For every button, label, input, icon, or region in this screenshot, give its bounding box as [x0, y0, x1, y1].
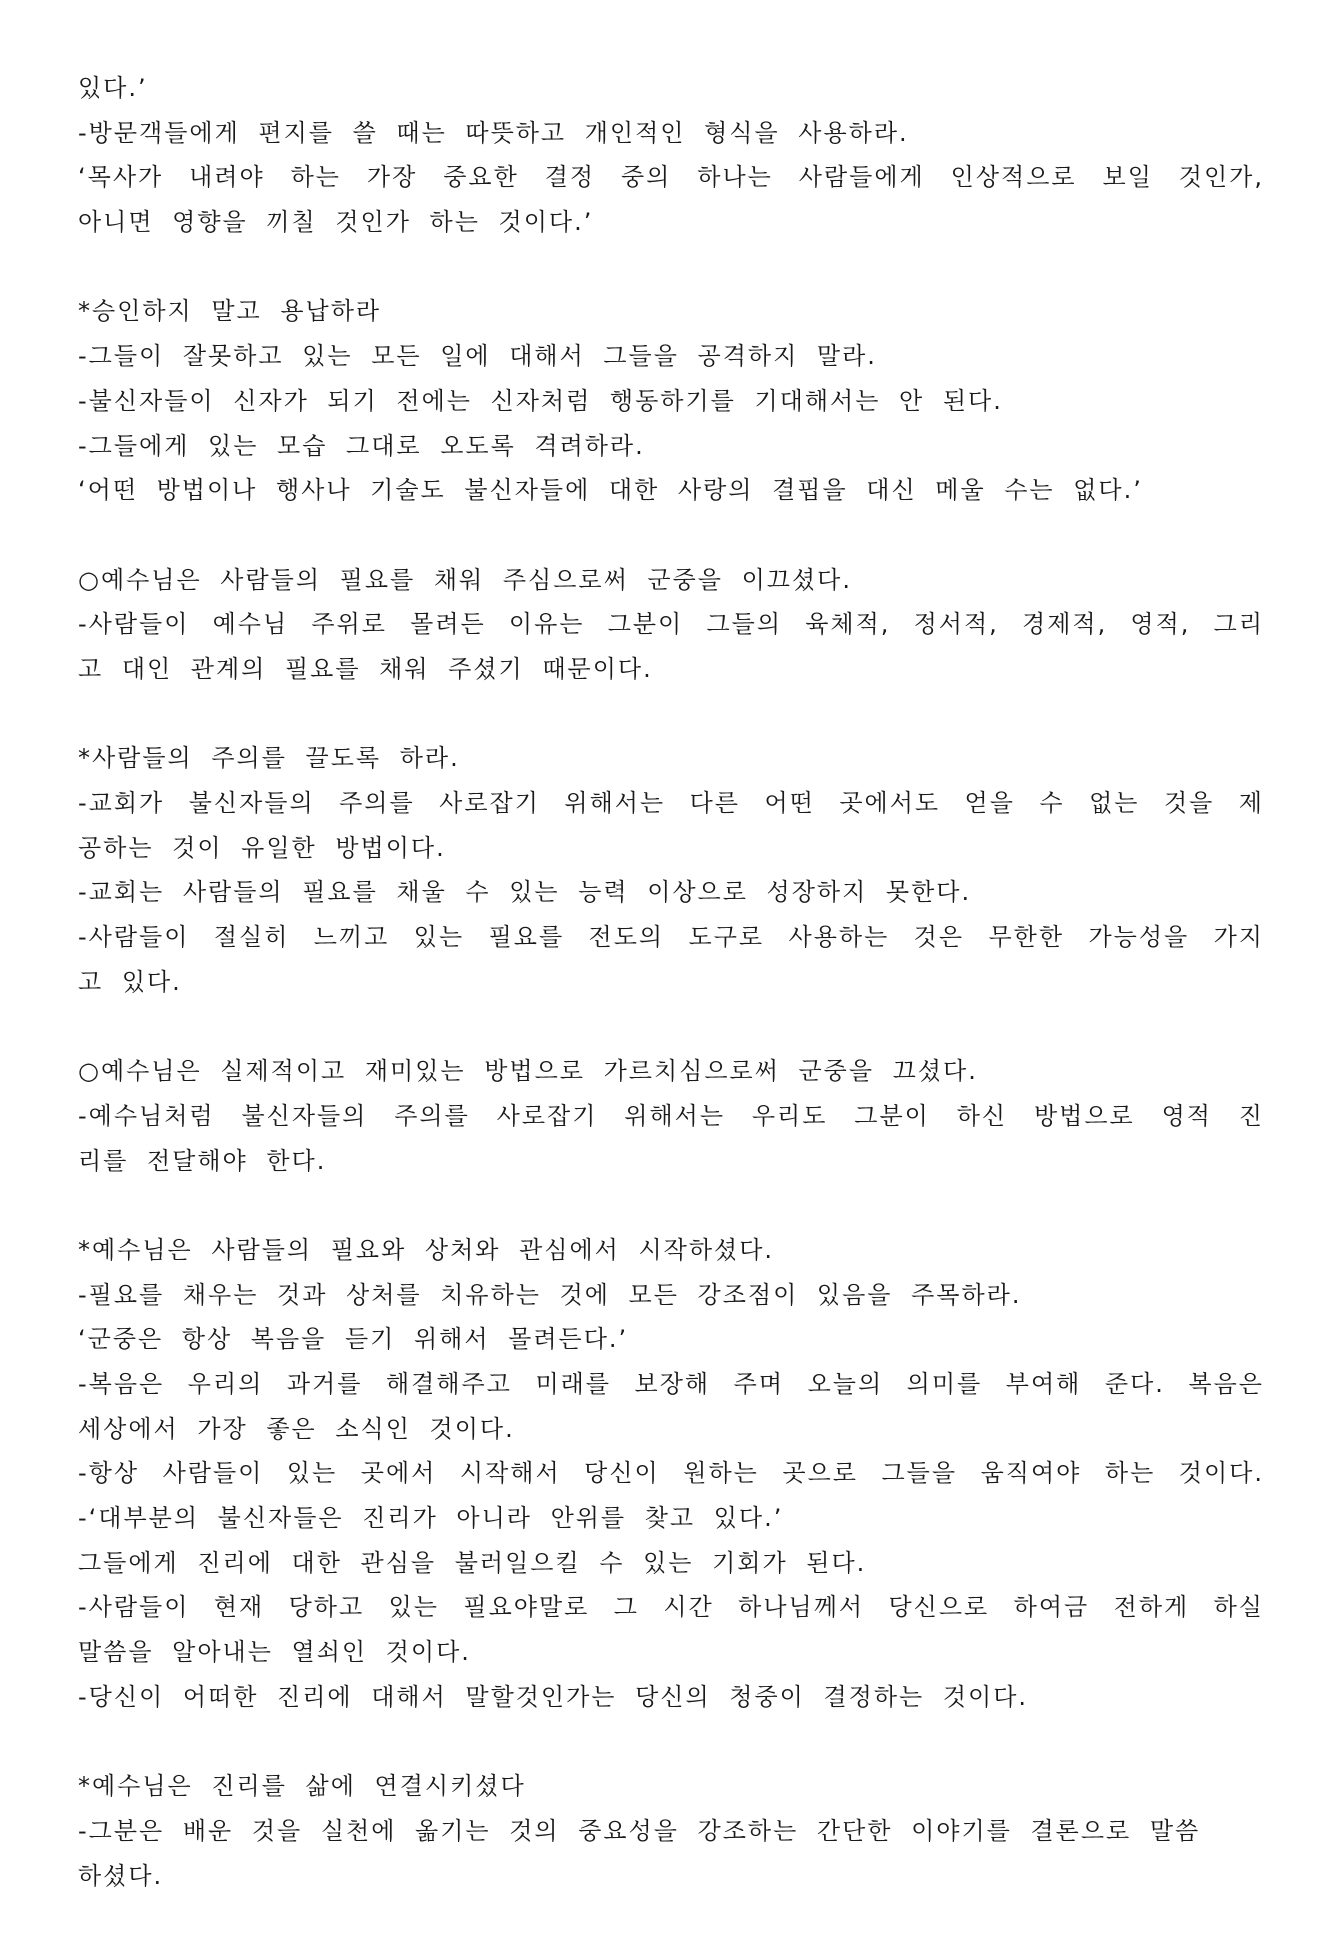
text-line: 세상에서 가장 좋은 소식인 것이다.	[78, 1414, 515, 1443]
text-line: -복음은 우리의 과거를 해결해주고 미래를 보장해 주며 오늘의 의미를 부여해 준다. 복음은	[78, 1369, 1264, 1398]
text-line: 말씀을 알아내는 열쇠인 것이다.	[78, 1638, 471, 1667]
text-line: ‘목사가 내려야 하는 가장 중요한 결정 중의 하나는 사람들에게 인상적으로 보일 것인가,	[78, 163, 1264, 192]
text-line: ‘군중은 항상 복음을 듣기 위해서 몰려든다.’	[78, 1325, 629, 1354]
text-line: 고 있다.	[78, 967, 182, 996]
text-line: *예수님은 진리를 삶에 연결시키셨다	[78, 1772, 526, 1801]
document-page	[78, 66, 1264, 1898]
text-line: -당신이 어떠한 진리에 대해서 말할것인가는 당신의 청중이 결정하는 것이다.	[78, 1682, 1029, 1711]
blank-line	[78, 1004, 1264, 1049]
text-line: -교회는 사람들의 필요를 채울 수 있는 능력 이상으로 성장하지 못한다.	[78, 878, 972, 907]
blank-line	[78, 513, 1264, 558]
text-line: ○예수님은 실제적이고 재미있는 방법으로 가르치심으로써 군중을 끄셨다.	[78, 1057, 978, 1086]
text-line: 공하는 것이 유일한 방법이다.	[78, 833, 446, 862]
text-line: 아니면 영향을 끼칠 것인가 하는 것이다.’	[78, 208, 594, 237]
text-line: -필요를 채우는 것과 상처를 치유하는 것에 모든 강조점이 있음을 주목하라.	[78, 1280, 1022, 1309]
text-line: -‘대부분의 불신자들은 진리가 아니라 안위를 찾고 있다.’	[78, 1504, 784, 1532]
text-line: -항상 사람들이 있는 곳에서 시작해서 당신이 원하는 곳으로 그들을 움직여야 하는 것이다.	[78, 1459, 1264, 1488]
text-line: -방문객들에게 편지를 쓸 때는 따뜻하고 개인적인 형식을 사용하라.	[78, 118, 909, 147]
text-line: *예수님은 사람들의 필요와 상처와 관심에서 시작하셨다.	[78, 1235, 775, 1264]
text-line: 고 대인 관계의 필요를 채워 주셨기 때문이다.	[78, 654, 653, 683]
blank-line	[78, 692, 1264, 737]
text-line: -사람들이 현재 당하고 있는 필요야말로 그 시간 하나님께서 당신으로 하여금 전하게 하실	[78, 1593, 1264, 1622]
text-line: -교회가 불신자들의 주의를 사로잡기 위해서는 다른 어떤 곳에서도 얻을 수 없는 것을 제	[78, 789, 1264, 817]
text-line: -예수님처럼 불신자들의 주의를 사로잡기 위해서는 우리도 그분이 하신 방법으로 영적 진	[78, 1101, 1264, 1130]
text-line: 하셨다.	[78, 1861, 164, 1890]
blank-line	[78, 1183, 1264, 1228]
text-line: *승인하지 말고 용납하라	[78, 297, 382, 326]
text-line: 있다.’	[78, 74, 148, 102]
text-line: ○예수님은 사람들의 필요를 채워 주심으로써 군중을 이끄셨다.	[78, 565, 852, 594]
text-line: -사람들이 절실히 느끼고 있는 필요를 전도의 도구로 사용하는 것은 무한한 가능성을 가지	[78, 923, 1264, 952]
blank-line	[78, 1719, 1264, 1764]
blank-line	[78, 245, 1264, 290]
text-line: -그들이 잘못하고 있는 모든 일에 대해서 그들을 공격하지 말라.	[78, 342, 877, 371]
text-line: ‘어떤 방법이나 행사나 기술도 불신자들에 대한 사랑의 결핍을 대신 메울 수는 없다.’	[78, 476, 1143, 505]
text-line: 그들에게 진리에 대한 관심을 불러일으킬 수 있는 기회가 된다.	[78, 1548, 867, 1577]
text-line: *사람들의 주의를 끌도록 하라.	[78, 744, 460, 773]
text-line: -그분은 배운 것을 실천에 옮기는 것의 중요성을 강조하는 간단한 이야기를 결론으로 말씀	[78, 1816, 1201, 1845]
text-line: -그들에게 있는 모습 그대로 오도록 격려하라.	[78, 431, 645, 460]
text-line: -사람들이 예수님 주위로 몰려든 이유는 그분이 그들의 육체적, 정서적, 경제적, 영적, 그리	[78, 610, 1265, 639]
text-line: 리를 전달해야 한다.	[78, 1146, 327, 1175]
text-line: -불신자들이 신자가 되기 전에는 신자처럼 행동하기를 기대해서는 안 된다.	[78, 386, 1003, 415]
